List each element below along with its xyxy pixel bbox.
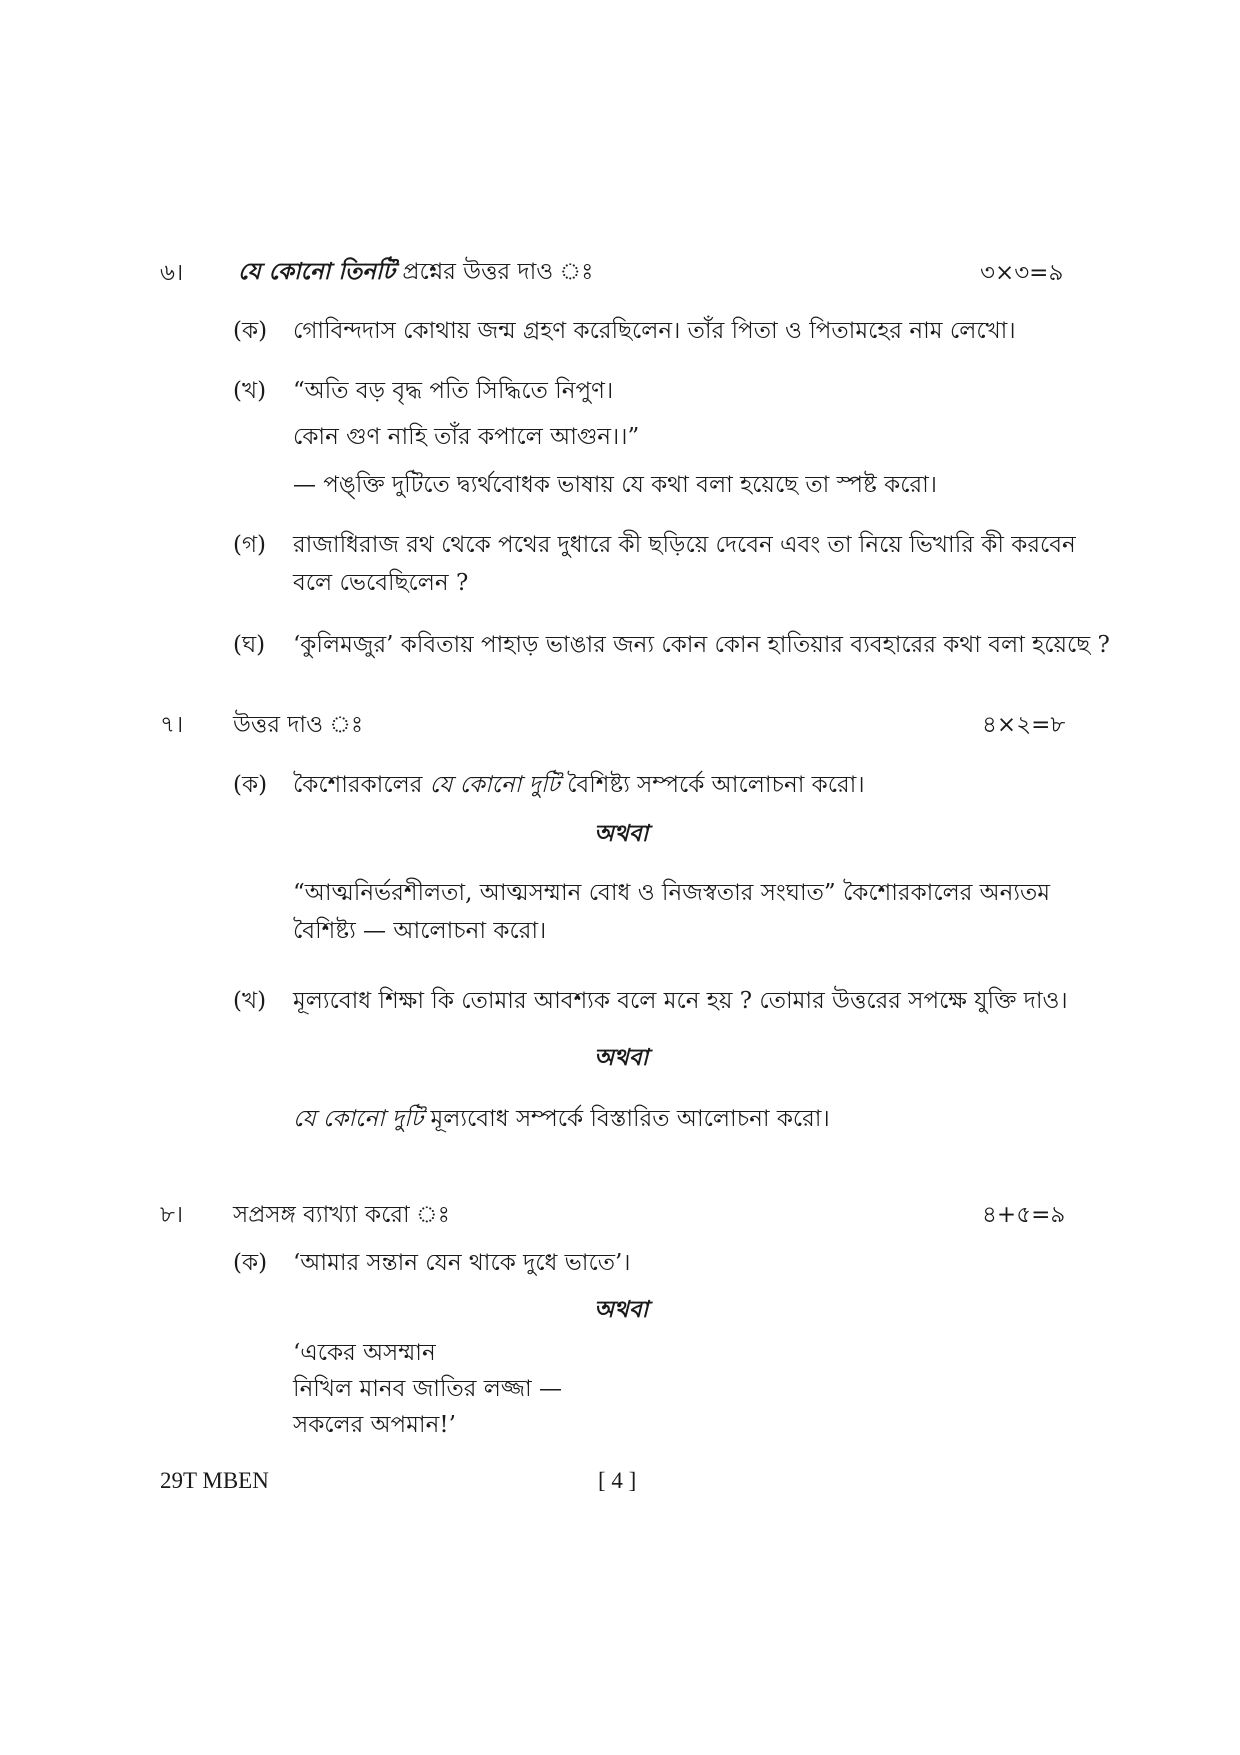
text-emphasis: যে কোনো দুটি: [293, 1106, 424, 1132]
text-emphasis: যে কোনো দুটি: [429, 772, 560, 798]
marks: ৩×৩=৯: [980, 260, 1064, 286]
question-instruction: [238, 258, 593, 287]
item-text: ‘কুলিমজুর’ কবিতায় পাহাড় ভাঙার জন্য কোন কোন হাতিয়ার ব্যবহারের কথা বলা হয়েছে ?: [293, 632, 1110, 658]
text-part: কৈশোরকালের: [293, 772, 430, 798]
item-text: বলে ভেবেছিলেন ?: [293, 570, 469, 596]
item-text: রাজাধিরাজ রথ থেকে পথের দুধারে কী ছড়িয়ে দেবেন এবং তা নিয়ে ভিখারি কী করবেন: [293, 532, 1076, 558]
item-label: (গ): [233, 532, 267, 558]
page-number: [ 4 ]: [598, 1468, 637, 1493]
item-label: (ক): [233, 772, 268, 798]
poem-line: নিখিল মানব জাতির লজ্জা —: [293, 1376, 563, 1402]
question-number: ৭।: [160, 712, 184, 738]
item-label: (ক): [233, 318, 268, 344]
or-separator: অথবা: [594, 1296, 649, 1323]
marks: ৪×২=৮: [982, 712, 1066, 738]
item-text: ‘আমার সন্তান যেন থাকে দুধে ভাতে’।: [293, 1250, 631, 1276]
question-instruction: সপ্রসঙ্গ ব্যাখ্যা করো ঃ: [233, 1202, 450, 1228]
or-separator: অথবা: [594, 820, 649, 847]
quote-line: কোন গুণ নাহি তাঁর কপালে আগুন।।”: [293, 424, 640, 450]
question-instruction: উত্তর দাও ঃ: [233, 712, 364, 738]
paper-code: 29T MBEN: [160, 1468, 269, 1493]
or-separator: অথবা: [594, 1044, 649, 1071]
item-label: (খ): [233, 378, 267, 404]
marks: ৪+৫=৯: [982, 1202, 1066, 1228]
item-label: (খ): [233, 988, 267, 1014]
item-text: মূল্যবোধ শিক্ষা কি তোমার আবশ্যক বলে মনে হয় ? তোমার উত্তরের সপক্ষে যুক্তি দাও।: [293, 988, 1068, 1014]
question-number: ৮।: [160, 1202, 184, 1228]
item-text: গোবিন্দদাস কোথায় জন্ম গ্রহণ করেছিলেন। তাঁর পিতা ও পিতামহের নাম লেখো।: [293, 318, 1016, 344]
item-label: (ক): [233, 1250, 268, 1276]
alt-text: বৈশিষ্ট্য — আলোচনা করো।: [293, 918, 547, 944]
item-text: — পঙ্‌ক্তি দুটিতে দ্ব্যর্থবোধক ভাষায় যে কথা বলা হয়েছে তা স্পষ্ট করো।: [293, 472, 938, 498]
instruction-emphasis: যে কোনো তিনটি: [238, 258, 396, 285]
item-text: [293, 772, 865, 800]
alt-text: [293, 1106, 830, 1134]
poem-line: সকলের অপমান!’: [293, 1412, 456, 1438]
text-part: বৈশিষ্ট্য সম্পর্কে আলোচনা করো।: [559, 772, 865, 798]
quote-line: “অতি বড় বৃদ্ধ পতি সিদ্ধিতে নিপুণ।: [293, 378, 614, 404]
item-label: (ঘ): [233, 632, 266, 658]
poem-line: ‘একের অসম্মান: [293, 1340, 436, 1366]
text-part: মূল্যবোধ সম্পর্কে বিস্তারিত আলোচনা করো।: [423, 1106, 830, 1132]
question-number: ৬।: [160, 260, 184, 286]
alt-text: “আত্মনির্ভরশীলতা, আত্মসম্মান বোধ ও নিজস্বতার সংঘাত” কৈশোরকালের অন্যতম: [293, 880, 1051, 906]
instruction-text: প্রশ্নের উত্তর দাও ঃ: [395, 259, 594, 285]
